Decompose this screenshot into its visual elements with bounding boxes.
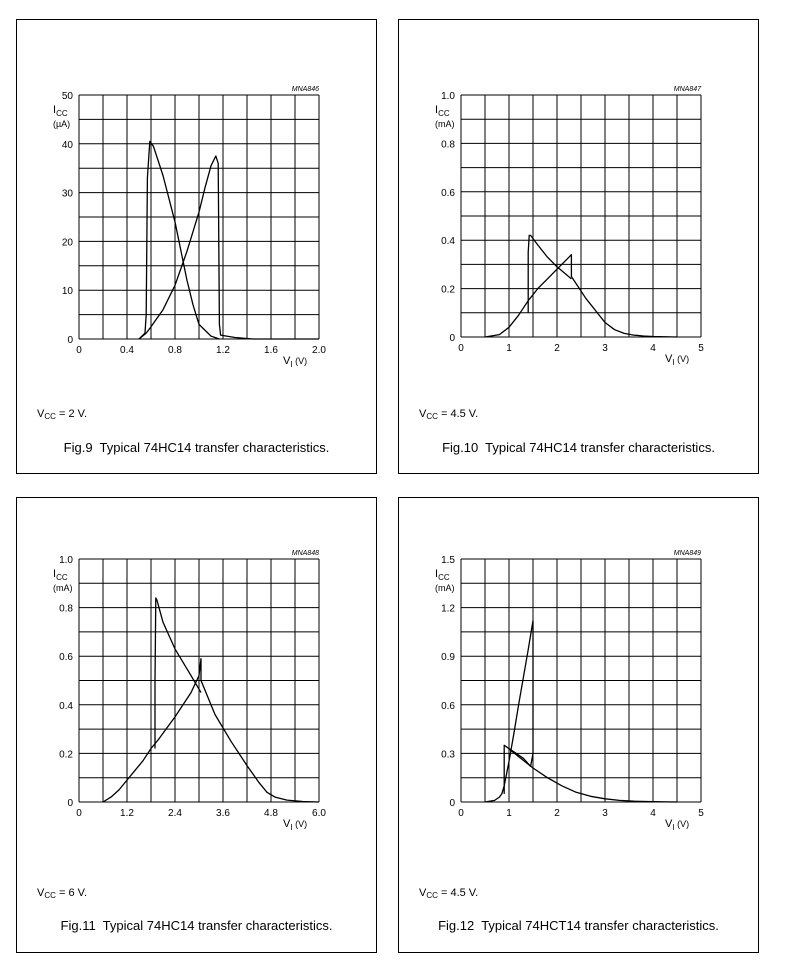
y-tick-label: 0.6 <box>59 652 73 664</box>
figure-code: MNA848 <box>291 550 319 557</box>
y-axis-label: $I_{CC}$ <box>435 568 450 582</box>
y-axis-unit: (mA) <box>435 583 455 593</box>
x-tick-label: 0 <box>458 343 464 354</box>
figure-10-chart <box>399 20 760 475</box>
series-line-1 <box>139 156 319 339</box>
figure-caption: Fig.11 Typical 74HC14 transfer characteristics. <box>60 918 333 933</box>
x-tick-label: 6.0 <box>312 808 326 819</box>
y-axis-label: $I_{CC}$ <box>53 568 68 582</box>
y-tick-label: 0.2 <box>441 284 455 296</box>
x-axis-label: $V_I$ $^{(V)}$ <box>283 355 308 369</box>
y-tick-label: 40 <box>61 139 73 151</box>
y-tick-label: 0.3 <box>441 749 455 761</box>
y-tick-label: 0 <box>67 798 73 809</box>
figure-9-panel <box>16 19 377 474</box>
figure-caption: Fig.9 Typical 74HC14 transfer characteristics. <box>63 440 330 455</box>
y-tick-label: 20 <box>61 237 73 249</box>
x-axis-label: $V_I$ $^{(V)}$ <box>665 818 690 832</box>
figure-12-panel <box>398 497 759 953</box>
y-axis-unit: (mA) <box>53 583 73 593</box>
x-tick-label: 1.6 <box>264 345 278 356</box>
y-tick-label: 1.0 <box>441 91 455 102</box>
y-tick-label: 1.2 <box>441 603 455 615</box>
y-tick-label: 0.8 <box>59 603 73 615</box>
figure-9-chart <box>17 20 378 475</box>
x-tick-label: 5 <box>698 808 704 819</box>
x-tick-label: 1.2 <box>216 345 230 356</box>
x-tick-label: 3 <box>602 343 608 354</box>
y-tick-label: 0.9 <box>441 652 455 664</box>
vcc-condition: $V_{CC} = 6$ V. <box>37 887 88 900</box>
y-axis-unit: (mA) <box>435 119 455 129</box>
vcc-condition: $V_{CC} = 4.5$ V. <box>419 887 479 900</box>
y-tick-label: 10 <box>61 286 73 298</box>
x-tick-label: 1 <box>506 808 512 819</box>
series-line-2 <box>528 235 571 312</box>
y-tick-label: 0.4 <box>441 236 455 248</box>
y-tick-label: 0.2 <box>59 749 73 761</box>
y-tick-label: 0 <box>449 333 455 344</box>
x-tick-label: 2.0 <box>312 345 326 356</box>
vcc-condition: $V_{CC} = 4.5$ V. <box>419 408 479 421</box>
figure-code: MNA847 <box>673 86 701 93</box>
x-axis-label: $V_I$ $^{(V)}$ <box>665 353 690 367</box>
figure-12-chart <box>399 498 760 954</box>
x-tick-label: 2 <box>554 808 560 819</box>
x-tick-label: 4.8 <box>264 808 278 819</box>
x-tick-label: 2 <box>554 343 560 354</box>
figure-code: MNA849 <box>673 550 701 557</box>
y-tick-label: 0.4 <box>59 700 73 712</box>
y-tick-label: 1.5 <box>441 555 455 566</box>
y-tick-label: 0.8 <box>441 139 455 151</box>
x-tick-label: 3.6 <box>216 808 230 819</box>
vcc-condition: $V_{CC} = 2$ V. <box>37 408 88 421</box>
y-tick-label: 0.6 <box>441 187 455 199</box>
x-axis-label: $V_I$ $^{(V)}$ <box>283 818 308 832</box>
figure-11-chart <box>17 498 378 954</box>
y-tick-label: 1.0 <box>59 555 73 566</box>
x-tick-label: 2.4 <box>168 808 182 819</box>
x-tick-label: 4 <box>650 808 656 819</box>
y-tick-label: 0 <box>67 335 73 346</box>
y-tick-label: 0 <box>449 798 455 809</box>
y-tick-label: 50 <box>61 91 73 102</box>
x-tick-label: 1.2 <box>120 808 134 819</box>
x-tick-label: 1 <box>506 343 512 354</box>
figure-caption: Fig.12 Typical 74HCT14 transfer characteristics. <box>438 918 719 933</box>
y-axis-label: $I_{CC}$ <box>435 104 450 118</box>
x-tick-label: 0.4 <box>120 345 134 356</box>
figure-code: MNA846 <box>291 86 319 93</box>
x-tick-label: 0 <box>458 808 464 819</box>
x-tick-label: 3 <box>602 808 608 819</box>
y-tick-label: 30 <box>61 188 73 200</box>
y-axis-unit: (µA) <box>53 119 71 129</box>
x-tick-label: 0 <box>76 808 82 819</box>
figure-10-panel <box>398 19 759 474</box>
series-line-2 <box>155 598 201 749</box>
y-tick-label: 0.6 <box>441 700 455 712</box>
x-tick-label: 0 <box>76 345 82 356</box>
figure-caption: Fig.10 Typical 74HC14 transfer characteristics. <box>442 440 715 455</box>
x-tick-label: 0.8 <box>168 345 182 356</box>
y-axis-label: $I_{CC}$ <box>53 104 68 118</box>
figure-11-panel <box>16 497 377 953</box>
x-tick-label: 4 <box>650 343 656 354</box>
x-tick-label: 5 <box>698 343 704 354</box>
